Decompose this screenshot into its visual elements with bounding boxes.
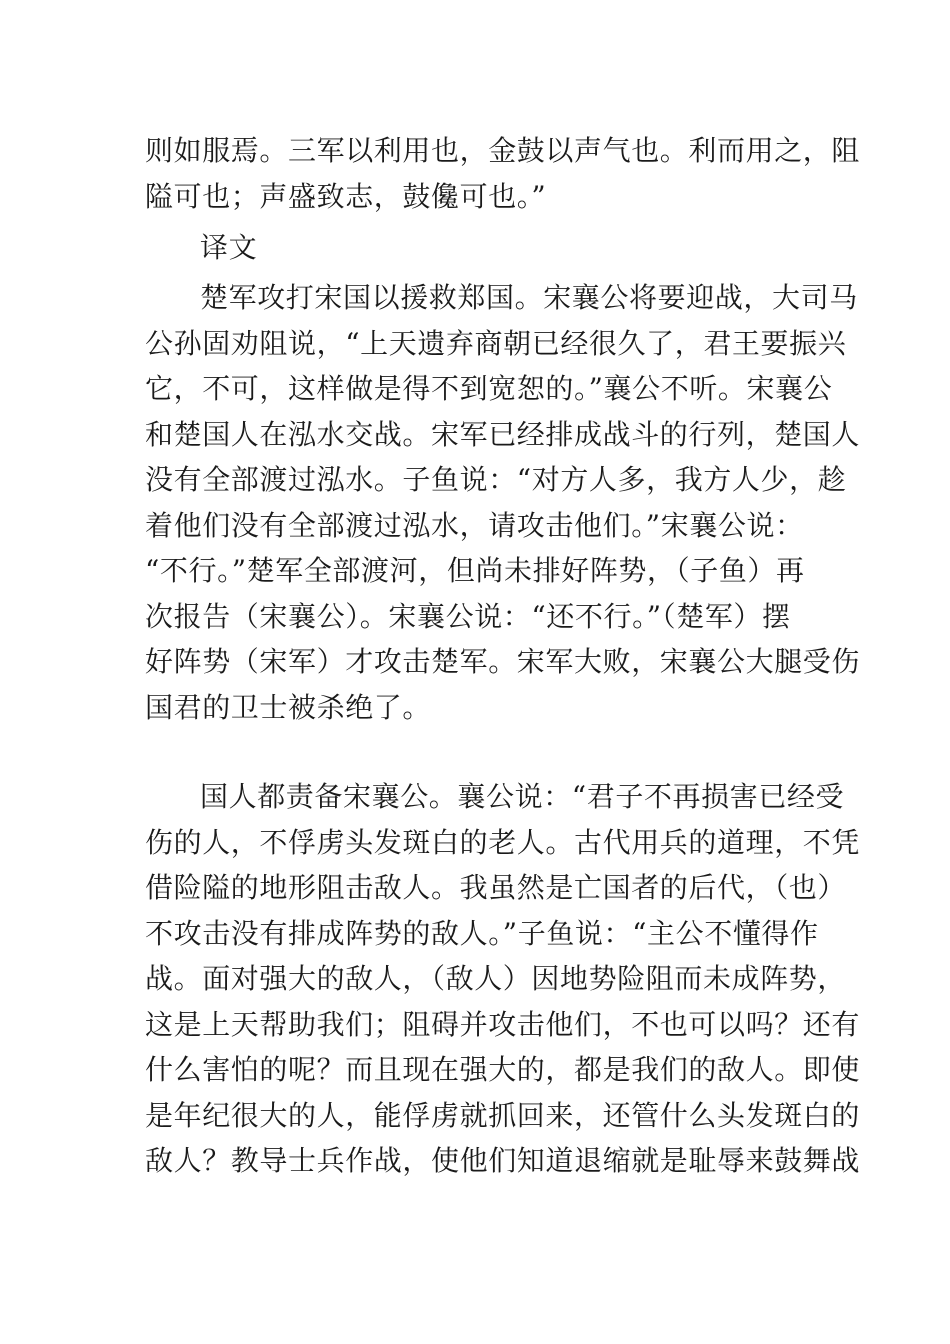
text-line: 敌人？教导士兵作战，使他们知道退缩就是耻辱来鼓舞战 bbox=[145, 1144, 861, 1177]
text-line: 隘可也；声盛致志，鼓儳可也。” bbox=[145, 179, 547, 213]
text-line: 和楚国人在泓水交战。宋军已经排成战斗的行列，楚国人 bbox=[145, 417, 861, 451]
original-text-tail bbox=[145, 128, 861, 219]
text-line: 着他们没有全部渡过泓水，请攻击他们。”宋襄公说： bbox=[145, 508, 804, 542]
text-line: 楚军攻打宋国以援救郑国。宋襄公将要迎战，大司马 bbox=[200, 281, 858, 314]
text-line: 国人都责备宋襄公。襄公说：“君子不再损害已经受 bbox=[200, 780, 845, 813]
text-line: 次报告（宋襄公）。宋襄公说：“还不行。”（楚军）摆 bbox=[145, 599, 791, 633]
text-line: 借险隘的地形阻击敌人。我虽然是亡国者的后代，（也） bbox=[145, 871, 847, 904]
text-line: “不行。”楚军全部渡河，但尚未排好阵势，（子鱼）再 bbox=[145, 554, 805, 587]
translation-heading-block bbox=[145, 225, 807, 271]
text-line: 这是上天帮助我们；阻碍并攻击他们，不也可以吗？还有 bbox=[145, 1007, 861, 1041]
text-line: 公孙固劝阻说，“上天遗弃商朝已经很久了，君王要振兴 bbox=[145, 326, 847, 360]
text-line: 战。面对强大的敌人，（敌人）因地势险阻而未成阵势， bbox=[145, 962, 847, 995]
translation-heading: 译文 bbox=[200, 231, 258, 264]
text-line: 则如服焉。三军以利用也，金鼓以声气也。利而用之，阻 bbox=[145, 134, 861, 167]
text-line: 是年纪很大的人，能俘虏就抓回来，还管什么头发斑白的 bbox=[145, 1098, 861, 1132]
text-line: 不攻击没有排成阵势的敌人。”子鱼说：“主公不懂得作 bbox=[145, 916, 819, 950]
translation-paragraph-1 bbox=[145, 275, 861, 730]
text-line: 没有全部渡过泓水。子鱼说：“对方人多，我方人少，趁 bbox=[145, 463, 847, 496]
text-line: 它，不可，这样做是得不到宽恕的。”襄公不听。宋襄公 bbox=[145, 372, 833, 405]
text-line: 好阵势（宋军）才攻击楚军。宋军大败，宋襄公大腿受伤 bbox=[145, 645, 861, 678]
translation-paragraph-2 bbox=[145, 774, 861, 1184]
text-line: 什么害怕的呢？而且现在强大的，都是我们的敌人。即使 bbox=[145, 1053, 861, 1086]
text-line: 国君的卫士被杀绝了。 bbox=[145, 690, 432, 724]
text-line: 伤的人，不俘虏头发斑白的老人。古代用兵的道理，不凭 bbox=[145, 825, 861, 859]
